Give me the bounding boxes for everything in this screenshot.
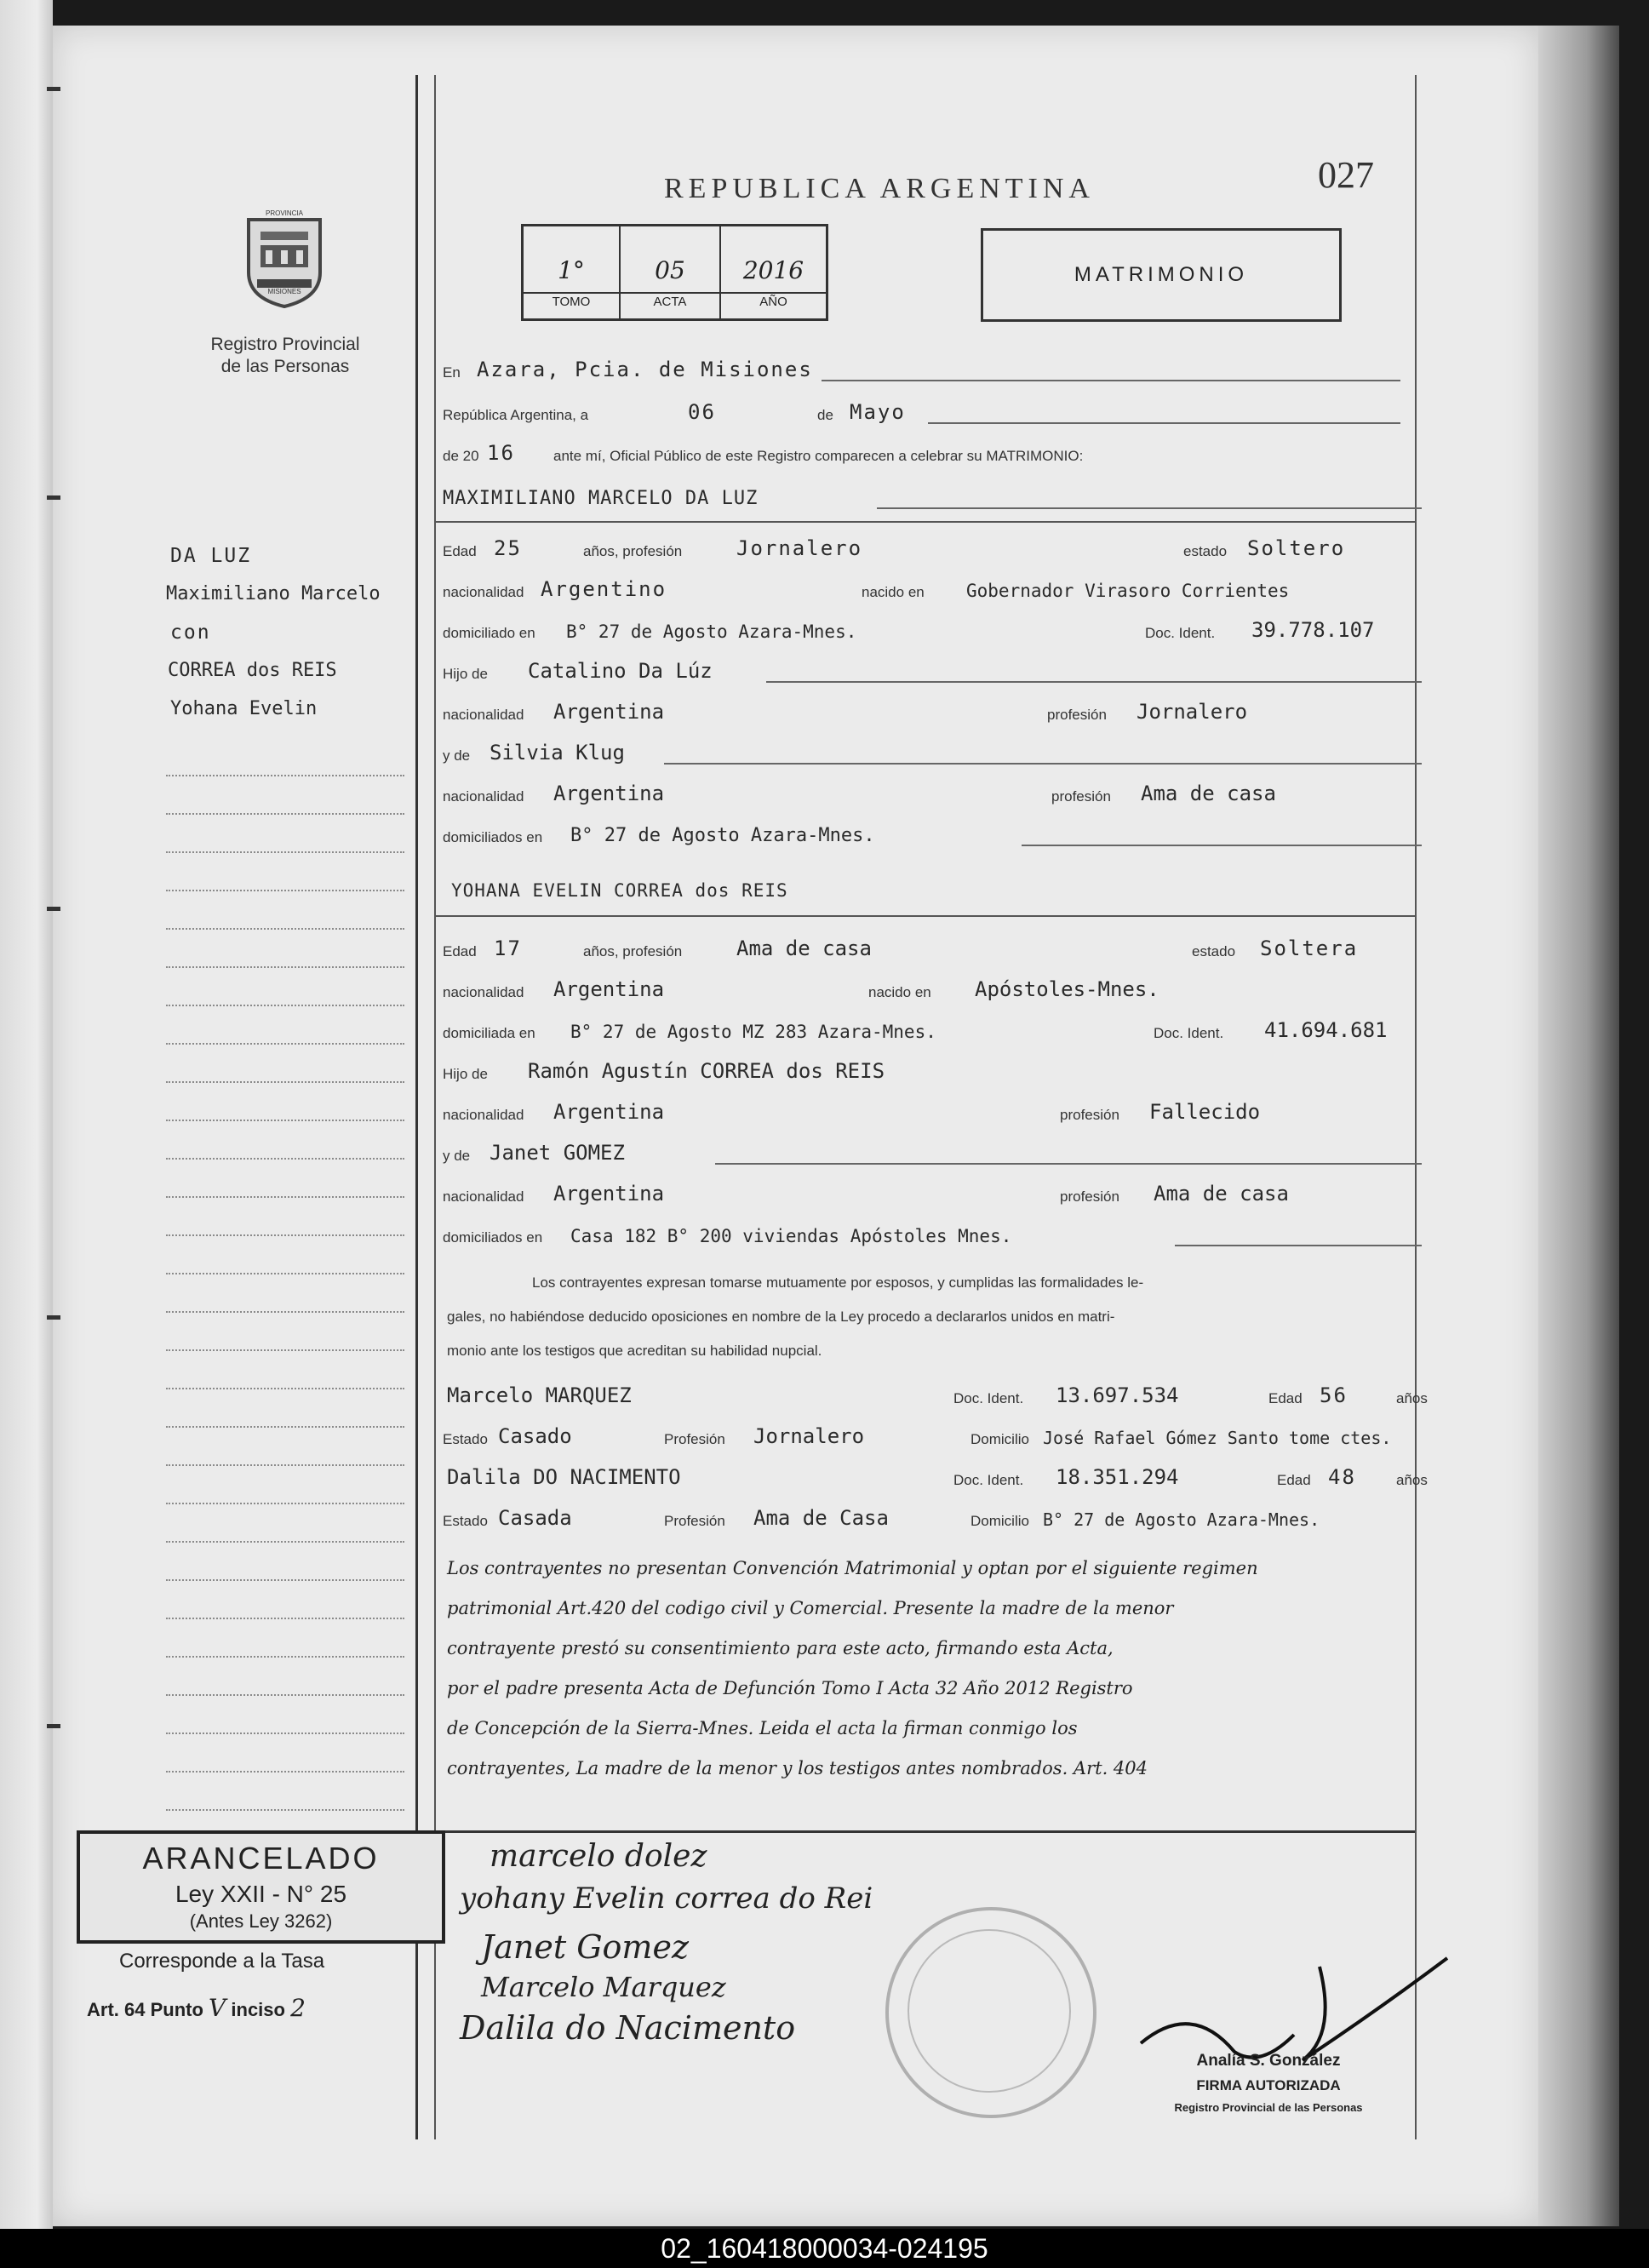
year-suffix: 16 <box>487 441 515 465</box>
margin-name-4: CORREA dos REIS <box>168 660 337 681</box>
page-title: REPUBLICA ARGENTINA <box>664 173 1095 204</box>
witness2-estado: Casada <box>498 1506 572 1530</box>
record-box <box>521 224 828 321</box>
bride-profession: Ama de casa <box>736 936 872 960</box>
margin-rule <box>166 1618 404 1619</box>
witness2-doc: 18.351.294 <box>1056 1465 1179 1489</box>
margin-rule <box>166 1388 404 1389</box>
groom-row-2: nacionalidad Argentino nacido en Gobernador Virasoro Corrientes <box>443 577 1290 601</box>
margin-rule <box>166 1464 404 1466</box>
groom-row-5: nacionalidad Argentina profesión Jornalero <box>443 700 1248 724</box>
declaration-line-3: monio ante los testigos que acreditan su habilidad nupcial. <box>447 1343 822 1359</box>
margin-rule <box>166 1349 404 1351</box>
margin-rule <box>166 1158 404 1160</box>
official-office: Registro Provincial de las Personas <box>1174 2101 1363 2114</box>
margin-rule <box>166 1579 404 1581</box>
margin-rule <box>166 813 404 815</box>
margin-rule <box>166 851 404 853</box>
bride-nationality: Argentina <box>553 977 665 1001</box>
bride-father-nationality: Argentina <box>553 1100 665 1124</box>
signature-4: Marcelo Marquez <box>481 1971 726 2003</box>
margin-rule <box>166 1503 404 1504</box>
signature-5: Dalila do Nacimento <box>460 2009 796 2047</box>
groom-mother-profession: Ama de casa <box>1141 782 1276 805</box>
book-spine <box>0 0 53 2231</box>
groom-parents-address: B° 27 de Agosto Azara-Mnes. <box>570 825 875 846</box>
margin-name-3: con <box>170 621 211 644</box>
margin-rule <box>166 1273 404 1274</box>
intro-row-3: de 20 16 ante mí, Oficial Público de este Registro comparecen a celebrar su MATRIMONIO: <box>443 441 1084 465</box>
bride-row-1: Edad 17 años, profesión Ama de casa estado Soltera <box>443 936 1359 960</box>
binding-mark <box>47 1315 60 1320</box>
bride-full-name: YOHANA EVELIN CORREA dos REIS <box>451 880 788 901</box>
groom-birthplace: Gobernador Virasoro Corrientes <box>966 581 1290 601</box>
witness1-age: 56 <box>1320 1383 1348 1407</box>
witness2-profession: Ama de Casa <box>753 1506 889 1530</box>
groom-row-1: Edad 25 años, profesión Jornalero estado Soltero <box>443 536 1346 560</box>
note-line-2: patrimonial Art.420 del codigo civil y Comercial. Presente la madre de la menor <box>447 1598 1174 1618</box>
note-line-5: de Concepción de la Sierra-Mnes. Leida el acta la firman conmigo los <box>447 1718 1078 1738</box>
registry-name-line1: Registro Provincial <box>210 335 360 354</box>
month: Mayo <box>850 400 906 424</box>
groom-father: Catalino Da Lúz <box>528 659 713 683</box>
bride-doc: 41.694.681 <box>1264 1018 1388 1042</box>
margin-rule <box>166 1043 404 1045</box>
margin-rule <box>166 1426 404 1428</box>
fee-stamp-old-law: (Antes Ley 3262) <box>189 1910 333 1932</box>
witness2-name: Dalila DO NACIMENTO <box>447 1465 681 1489</box>
binding-mark <box>47 87 60 91</box>
groom-mother-nationality: Argentina <box>553 782 665 805</box>
groom-row-3: domiciliado en B° 27 de Agosto Azara-Mnes. Doc. Ident. 39.778.107 <box>443 618 1375 642</box>
groom-nationality: Argentino <box>541 577 667 601</box>
witness2-address: B° 27 de Agosto Azara-Mnes. <box>1043 1509 1320 1530</box>
witness2-row-1: Dalila DO NACIMENTO Doc. Ident. 18.351.294 Edad 48 años <box>447 1465 1428 1489</box>
groom-row-4: Hijo de Catalino Da Lúz <box>443 659 1422 688</box>
witness1-doc: 13.697.534 <box>1056 1383 1179 1407</box>
ano-value: 2016 <box>742 256 804 284</box>
witness1-profession: Jornalero <box>753 1424 865 1448</box>
margin-name-5: Yohana Evelin <box>170 698 318 719</box>
groom-estado: Soltero <box>1247 536 1346 560</box>
bride-father-profession: Fallecido <box>1149 1100 1261 1124</box>
groom-address: B° 27 de Agosto Azara-Mnes. <box>566 621 857 642</box>
signature-3: Janet Gomez <box>481 1928 689 1966</box>
bride-name-row <box>443 877 1422 906</box>
tomo-value: 1° <box>558 256 585 284</box>
margin-rule <box>166 1656 404 1658</box>
margin-rule <box>166 1732 404 1734</box>
witness1-address: José Rafael Gómez Santo tome ctes. <box>1043 1428 1392 1448</box>
groom-doc: 39.778.107 <box>1251 618 1375 642</box>
official-name: Analía S. González <box>1196 2052 1341 2070</box>
acta-label: ACTA <box>653 295 687 309</box>
bride-mother-nationality: Argentina <box>553 1182 665 1206</box>
intro-row-1: En Azara, Pcia. de Misiones <box>443 358 1422 387</box>
margin-rule <box>166 775 404 776</box>
declaration-line-2: gales, no habiéndose deducido oposiciones en nombre de la Ley procedo a declararlos unidos en matri- <box>447 1309 1115 1325</box>
declaration-line-1: Los contrayentes expresan tomarse mutuamente por esposos, y cumplidas las formalidades le- <box>532 1274 1144 1291</box>
margin-rule <box>166 1120 404 1121</box>
margin-rule <box>166 1771 404 1773</box>
margin-rule <box>166 1694 404 1696</box>
bride-row-6: y de Janet GOMEZ <box>443 1141 1422 1170</box>
bride-estado: Soltera <box>1260 936 1359 960</box>
witness2-age: 48 <box>1328 1465 1356 1489</box>
groom-father-nationality: Argentina <box>553 700 665 724</box>
witness1-estado: Casado <box>498 1424 572 1448</box>
margin-rule <box>166 1311 404 1313</box>
bride-mother-profession: Ama de casa <box>1154 1182 1289 1206</box>
margin-rule <box>166 1809 404 1811</box>
bride-row-2: nacionalidad Argentina nacido en Apóstoles-Mnes. <box>443 977 1159 1001</box>
bride-row-3: domiciliada en B° 27 de Agosto MZ 283 Azara-Mnes. Doc. Ident. 41.694.681 <box>443 1018 1388 1042</box>
ano-label: AÑO <box>759 295 787 309</box>
bride-birthplace: Apóstoles-Mnes. <box>975 977 1159 1001</box>
binding-mark <box>47 495 60 500</box>
bride-row-5: nacionalidad Argentina profesión Fallecido <box>443 1100 1261 1124</box>
margin-rule <box>166 928 404 930</box>
margin-rule <box>166 1234 404 1236</box>
binding-mark <box>47 1724 60 1728</box>
fee-stamp-law: Ley XXII - N° 25 <box>175 1881 347 1907</box>
document-number: 027 <box>1318 154 1374 196</box>
intro-row-2: República Argentina, a 06 de Mayo <box>443 400 1422 429</box>
groom-profession: Jornalero <box>736 536 863 560</box>
tomo-label: TOMO <box>552 295 591 309</box>
fee-stamp-title: ARANCELADO <box>142 1841 380 1876</box>
note-line-1: Los contrayentes no presentan Convención Matrimonial y optan por el siguiente regimen <box>447 1558 1258 1578</box>
groom-full-name: MAXIMILIANO MARCELO DA LUZ <box>443 488 759 509</box>
margin-name-1: DA LUZ <box>170 545 252 567</box>
margin-name-2: Maximiliano Marcelo <box>166 583 381 604</box>
groom-name-row <box>443 485 1422 514</box>
bride-mother: Janet GOMEZ <box>490 1141 625 1165</box>
margin-rule <box>166 1081 404 1083</box>
bride-row-8: domiciliados en Casa 182 B° 200 viviendas Apóstoles Mnes. <box>443 1223 1422 1251</box>
note-line-3: contrayente prestó su consentimiento para este acto, firmando esta Acta, <box>447 1638 1114 1658</box>
fee-stamp <box>77 1830 445 1944</box>
record-type: MATRIMONIO <box>981 228 1342 322</box>
bride-father: Ramón Agustín CORREA dos REIS <box>528 1059 885 1083</box>
binding-mark <box>47 907 60 911</box>
seal-bottom-text: MISIONES <box>267 288 301 295</box>
bride-parents-address: Casa 182 B° 200 viviendas Apóstoles Mnes. <box>570 1226 1012 1246</box>
fee-art-row: Art. 64 Punto V inciso 2 <box>87 1994 306 2022</box>
note-line-6: contrayentes, La madre de la menor y los testigos antes nombrados. Art. 404 <box>447 1758 1148 1778</box>
fee-corresponde: Corresponde a la Tasa <box>119 1950 325 1973</box>
signature-2: yohany Evelin correa do Rei <box>460 1881 873 1916</box>
witness1-row-2: Estado Casado Profesión Jornalero Domicilio José Rafael Gómez Santo tome ctes. <box>443 1424 1392 1448</box>
official-seal <box>885 1907 1096 2118</box>
witness1-name: Marcelo MARQUEZ <box>447 1383 632 1407</box>
registry-name-line2: de las Personas <box>220 357 350 376</box>
seal-top-text: PROVINCIA <box>265 209 303 217</box>
groom-row-8: domiciliados en B° 27 de Agosto Azara-Mnes. <box>443 822 1422 851</box>
groom-age: 25 <box>494 536 522 560</box>
official-title: FIRMA AUTORIZADA <box>1196 2077 1341 2093</box>
groom-row-7: nacionalidad Argentina profesión Ama de casa <box>443 782 1276 805</box>
footer-id: 02_160418000034-024195 <box>0 2229 1649 2268</box>
margin-rule <box>166 1541 404 1543</box>
note-line-4: por el padre presenta Acta de Defunción Tomo I Acta 32 Año 2012 Registro <box>447 1678 1133 1698</box>
groom-row-6: y de Silvia Klug <box>443 741 1422 770</box>
witness1-row-1: Marcelo MARQUEZ Doc. Ident. 13.697.534 Edad 56 años <box>447 1383 1428 1407</box>
bride-row-4: Hijo de Ramón Agustín CORREA dos REIS <box>443 1059 885 1083</box>
margin-rule <box>166 966 404 968</box>
signature-1: marcelo dolez <box>490 1839 707 1874</box>
groom-mother: Silvia Klug <box>490 741 625 765</box>
acta-value: 05 <box>655 256 685 284</box>
groom-father-profession: Jornalero <box>1137 700 1248 724</box>
bride-age: 17 <box>494 936 522 960</box>
bride-address: B° 27 de Agosto MZ 283 Azara-Mnes. <box>570 1022 936 1042</box>
place: Azara, Pcia. de Misiones <box>477 358 813 381</box>
margin-rule <box>166 1196 404 1198</box>
witness2-row-2: Estado Casada Profesión Ama de Casa Domicilio B° 27 de Agosto Azara-Mnes. <box>443 1506 1320 1530</box>
page-edge <box>1538 26 1619 2226</box>
bride-row-7: nacionalidad Argentina profesión Ama de casa <box>443 1182 1289 1206</box>
margin-rule <box>166 890 404 891</box>
day: 06 <box>688 400 716 424</box>
margin-rule <box>166 1005 404 1006</box>
